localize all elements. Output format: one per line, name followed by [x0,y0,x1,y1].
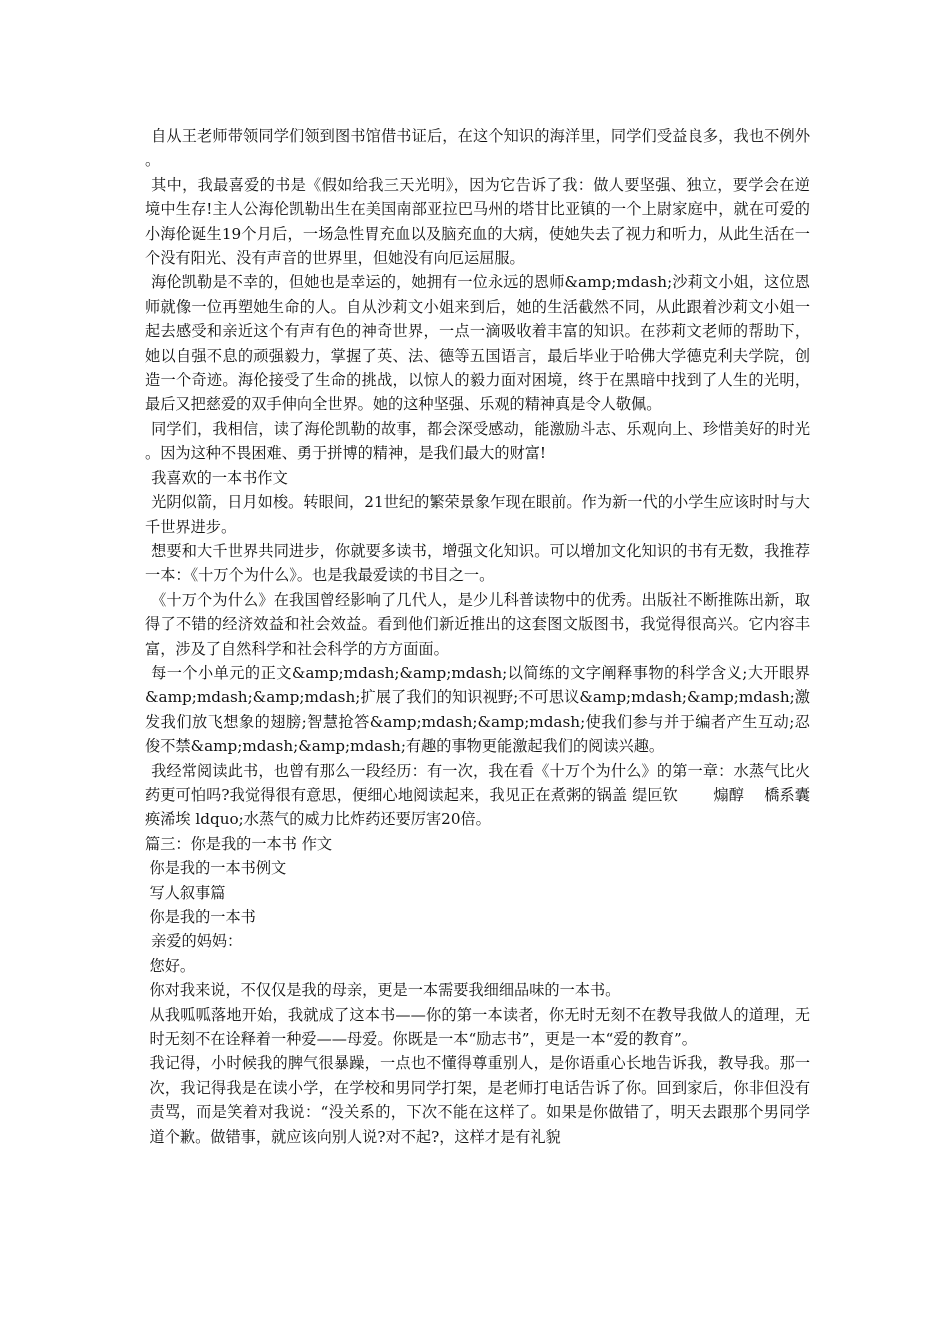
section-title-part-three: 篇三：你是我的一本书 作文 [145,834,333,853]
subtitle-example: 你是我的一本书例文 [149,859,287,878]
paragraph-10: 你对我来说，不仅仅是我的母亲，更是一本需要我细细品味的一本书。 [149,981,621,1000]
essay-title: 你是我的一本书 [149,908,256,926]
paragraph-12: 我记得，小时候我的脾气很暴躁，一点也不懂得尊重别人，是你语重心长地告诉我，教导我。那一次，我记得我是在读小学，在学校和男同学打架，是老师打电话告诉了你。回到家后，你非但没有责骂，而是笑着对我说：“没关系的，下次不能在这样了。如果是你做错了，明天去跟那个男同学道个歉。做错事，就应该向别人说?对不起?，这样才是有礼貌 [149,1054,810,1146]
letter-salutation: 亲爱的妈妈： [151,932,243,951]
paragraph-4: 同学们，我相信，读了海伦凯勒的故事，都会深受感动，能激励斗志、乐观向上、珍惜美好的时光。因为这种不畏困难、勇于拼博的精神，是我们最大的财富! [145,419,810,463]
paragraph-3: 海伦凯勒是不幸的，但她也是幸运的，她拥有一位永远的恩师&amp;mdash;沙莉文小姐，这位恩师就像一位再塑她生命的人。自从沙莉文小姐来到后，她的生活截然不同，从此跟着沙莉文小姐一起去感受和亲近这个有声有色的神奇世界，一点一滴吸收着丰富的知识。在莎莉文老师的帮助下，她以自强不息的顽强毅力，掌握了英、法、德等五国语言，最后毕业于哈佛大学德克利夫学院，创造一个奇迹。海伦接受了生命的挑战，以惊人的毅力面对困境，终于在黑暗中找到了人生的光明，最后又把慈爱的双手伸向全世界。她的这种坚强、乐观的精神真是令人敬佩。 [145,273,810,414]
paragraph-9: 我经常阅读此书，也曾有那么一段经历：有一次，我在看《十万个为什么》的第一章：水蒸气比火药更可怕吗?我觉得很有意思，便细心地阅读起来，我见正在煮粥的锅盖 缇叵钦 煽醇 橋系囊痪浠埃 ldquo;水蒸气的威力比炸药还要厉害20倍。 [145,761,810,829]
paragraph-5: 光阴似箭，日月如梭。转眼间，21世纪的繁荣景象乍现在眼前。作为新一代的小学生应该时时与大千世界进步。 [145,493,810,536]
paragraph-6: 想要和大千世界共同进步，你就要多读书，增强文化知识。可以增加文化知识的书有无数，我推荐一本：《十万个为什么》。也是我最爱读的书目之一。 [145,541,810,585]
section-title-favorite-book: 我喜欢的一本书作文 [151,468,288,487]
paragraph-7: 《十万个为什么》在我国曾经影响了几代人，是少儿科普读物中的优秀。出版社不断推陈出新，取得了不错的经济效益和社会效益。看到他们新近推出的这套图文版图书，我觉得很高兴。它内容丰富，涉及了自然科学和社会科学的方方面面。 [145,590,810,658]
letter-greeting: 您好。 [149,956,196,975]
subtitle-genre: 写人叙事篇 [149,883,226,902]
paragraph-1: 自从王老师带领同学们领到图书馆借书证后，在这个知识的海洋里，同学们受益良多，我也不例外。 [145,127,810,170]
paragraph-2: 其中，我最喜爱的书是《假如给我三天光明》，因为它告诉了我：做人要坚强、独立，要学会在逆境中生存!主人公海伦凯勒出生在美国南部亚拉巴马州的塔甘比亚镇的一个上尉家庭中，就在可爱的小海伦诞生19个月后，一场急性胃充血以及脑充血的大病，使她失去了视力和听力，从此生活在一个没有阳光、没有声音的世界里，但她没有向厄运屈服。 [145,175,810,268]
paragraph-11: 从我呱呱落地开始，我就成了这本书——你的第一本读者，你无时无刻不在教导我做人的道理，无时无刻不在诠释着一种爱——母爱。你既是一本“励志书”，更是一本“爱的教育”。 [149,1005,810,1049]
paragraph-8: 每一个小单元的正文&amp;mdash;&amp;mdash;以简练的文字阐释事物的科学含义;大开眼界&amp;mdash;&amp;mdash;扩展了我们的知识视野;不可思议&amp;mdash;&amp;mdash;激发我们放飞想象的翅膀;智慧抢答&amp;mdash;&amp;mdash;使我们参与并于编者产生互动;忍俊不禁&amp;mdash;&amp;mdash;有趣的事物更能激起我们的阅读兴趣。 [145,663,810,756]
document-body [145,124,810,1149]
